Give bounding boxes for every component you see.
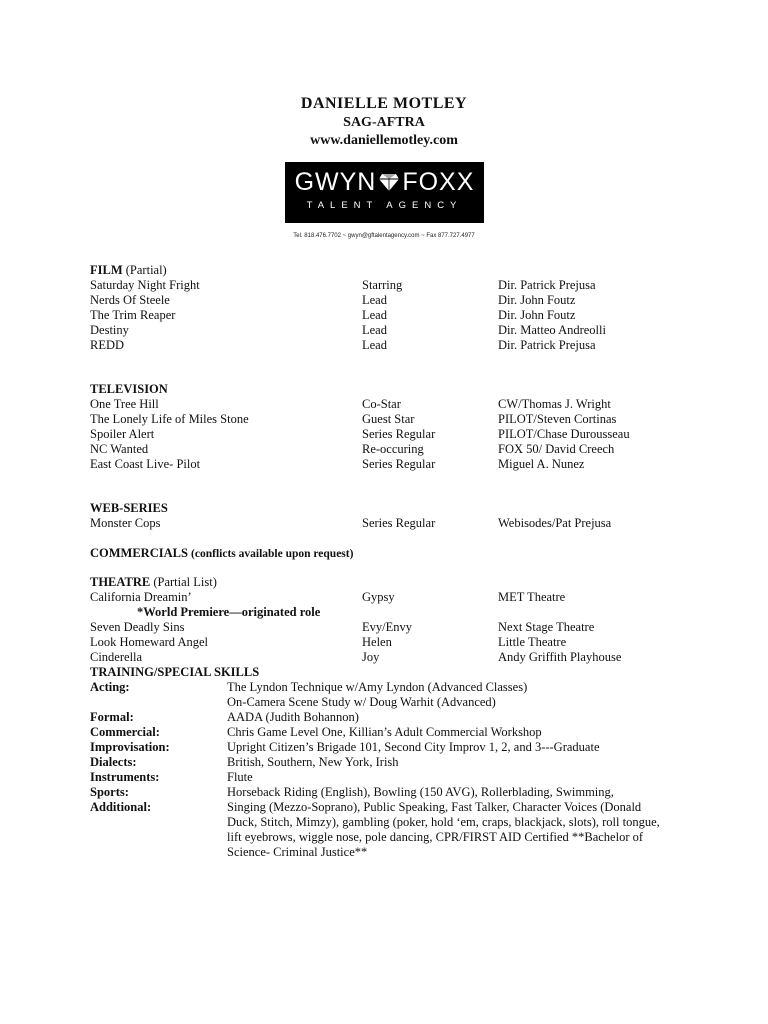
union-affiliation: SAG-AFTRA xyxy=(343,115,425,130)
world-premiere-note: *World Premiere—originated role xyxy=(137,605,321,619)
acting-value: On-Camera Scene Study w/ Doug Warhit (Advanced) xyxy=(227,695,496,709)
film-director: Dir. Matteo Andreolli xyxy=(498,323,606,337)
diamond-icon xyxy=(378,172,400,192)
film-title: Saturday Night Fright xyxy=(90,278,200,292)
film-note: (Partial) xyxy=(125,263,167,277)
additional-value: Singing (Mezzo-Soprano), Public Speaking, Fast Talker, Character Voices (Donald xyxy=(227,800,642,814)
tv-network: PILOT/Steven Cortinas xyxy=(498,412,617,426)
tv-role: Co-Star xyxy=(362,397,401,411)
acting-value: The Lyndon Technique w/Amy Lyndon (Advanced Classes) xyxy=(227,680,528,694)
instruments-value: Flute xyxy=(227,770,253,784)
film-title: The Trim Reaper xyxy=(90,308,176,322)
agency-logo xyxy=(285,162,484,223)
section-heading-theatre xyxy=(90,575,217,590)
agency-contact-line: Tel. 818.476.7702 ~ gwyn@gftalentagency.com ~ Fax 877.727.4977 xyxy=(293,233,475,239)
section-heading-web-series: WEB-SERIES xyxy=(90,501,168,515)
film-role: Lead xyxy=(362,338,387,352)
film-director: Dir. Patrick Prejusa xyxy=(498,278,596,292)
dialects-value: British, Southern, New York, Irish xyxy=(227,755,399,769)
dialects-label: Dialects: xyxy=(90,755,137,769)
agency-logo-wordmark xyxy=(285,168,484,197)
additional-label: Additional: xyxy=(90,800,152,814)
film-role: Lead xyxy=(362,308,387,322)
theatre-title: Cinderella xyxy=(90,650,143,664)
theatre-venue: Little Theatre xyxy=(498,635,567,649)
film-director: Dir. John Foutz xyxy=(498,308,576,322)
web-role: Series Regular xyxy=(362,516,436,530)
improvisation-label: Improvisation: xyxy=(90,740,170,754)
formal-value: AADA (Judith Bohannon) xyxy=(227,710,359,724)
tv-network: PILOT/Chase Durousseau xyxy=(498,427,630,441)
film-director: Dir. John Foutz xyxy=(498,293,576,307)
theatre-title: Look Homeward Angel xyxy=(90,635,209,649)
additional-value: lift eyebrows, wiggle nose, pole dancing, CPR/FIRST AID Certified **Bachelor of xyxy=(227,830,644,844)
logo-text-left: GWYN xyxy=(294,168,377,196)
tv-title: One Tree Hill xyxy=(90,397,159,411)
tv-network: CW/Thomas J. Wright xyxy=(498,397,611,411)
commercials-heading: COMMERCIALS xyxy=(90,546,188,560)
additional-value: Science- Criminal Justice** xyxy=(227,845,368,859)
theatre-role: Helen xyxy=(362,635,392,649)
theatre-heading: THEATRE xyxy=(90,575,151,589)
tv-role: Guest Star xyxy=(362,412,415,426)
tv-role: Re-occuring xyxy=(362,442,424,456)
theatre-title: Seven Deadly Sins xyxy=(90,620,185,634)
film-title: REDD xyxy=(90,338,125,352)
theatre-title: California Dreamin’ xyxy=(90,590,192,604)
theatre-role: Joy xyxy=(362,650,380,664)
film-title: Destiny xyxy=(90,323,129,337)
web-producer: Webisodes/Pat Prejusa xyxy=(498,516,612,530)
improvisation-value: Upright Citizen’s Brigade 101, Second City Improv 1, 2, and 3---Graduate xyxy=(227,740,600,754)
sports-label: Sports: xyxy=(90,785,129,799)
theatre-role: Evy/Envy xyxy=(362,620,412,634)
commercials-note: (conflicts available upon request) xyxy=(191,548,354,560)
tv-title: The Lonely Life of Miles Stone xyxy=(90,412,249,426)
theatre-role: Gypsy xyxy=(362,590,395,604)
tv-title: NC Wanted xyxy=(90,442,149,456)
commercial-label: Commercial: xyxy=(90,725,160,739)
tv-role: Series Regular xyxy=(362,427,436,441)
section-heading-training: TRAINING/SPECIAL SKILLS xyxy=(90,665,260,679)
acting-label: Acting: xyxy=(90,680,130,694)
tv-network: Miguel A. Nunez xyxy=(498,457,585,471)
theatre-venue: MET Theatre xyxy=(498,590,566,604)
sports-value: Horseback Riding (English), Bowling (150 AVG), Rollerblading, Swimming, xyxy=(227,785,614,799)
film-role: Lead xyxy=(362,293,387,307)
theatre-note: (Partial List) xyxy=(153,575,217,589)
web-title: Monster Cops xyxy=(90,516,161,530)
section-heading-commercials xyxy=(90,546,353,561)
formal-label: Formal: xyxy=(90,710,134,724)
film-heading: FILM xyxy=(90,263,123,277)
logo-text-right: FOXX xyxy=(402,168,475,196)
tv-role: Series Regular xyxy=(362,457,436,471)
section-heading-television: TELEVISION xyxy=(90,382,168,396)
tv-title: East Coast Live- Pilot xyxy=(90,457,201,471)
additional-value: Duck, Stitch, Mimzy), gambling (poker, hold ‘em, craps, blackjack, slots), roll tongue, xyxy=(227,815,660,829)
section-heading-film xyxy=(90,263,167,278)
film-director: Dir. Patrick Prejusa xyxy=(498,338,596,352)
actor-name: DANIELLE MOTLEY xyxy=(300,95,468,112)
website-link[interactable]: www.daniellemotley.com xyxy=(310,133,458,148)
instruments-label: Instruments: xyxy=(90,770,160,784)
agency-logo-subtitle: TALENT AGENCY xyxy=(306,200,463,211)
tv-title: Spoiler Alert xyxy=(90,427,155,441)
film-title: Nerds Of Steele xyxy=(90,293,170,307)
film-role: Lead xyxy=(362,323,387,337)
theatre-venue: Next Stage Theatre xyxy=(498,620,595,634)
theatre-venue: Andy Griffith Playhouse xyxy=(498,650,622,664)
tv-network: FOX 50/ David Creech xyxy=(498,442,615,456)
film-role: Starring xyxy=(362,278,403,292)
commercial-value: Chris Game Level One, Killian’s Adult Commercial Workshop xyxy=(227,725,542,739)
